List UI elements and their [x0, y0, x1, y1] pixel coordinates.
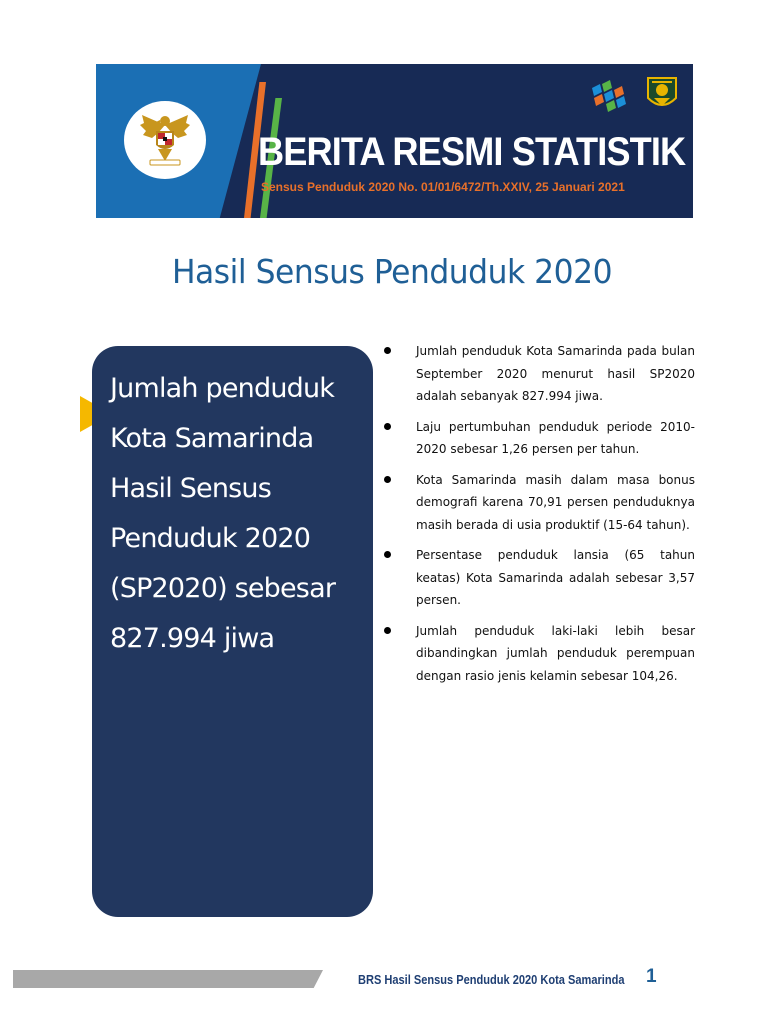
list-item-text: Jumlah penduduk laki-laki lebih besar dibandingkan jumlah penduduk perempuan dengan rasio jenis kelamin sebesar 104,26.	[416, 623, 695, 683]
list-item	[380, 620, 695, 688]
bullet-icon	[384, 627, 391, 634]
header-banner	[96, 64, 693, 218]
highlight-box	[92, 346, 373, 917]
list-item	[380, 544, 695, 612]
list-item	[380, 416, 695, 461]
footer-bar	[13, 970, 323, 988]
list-item	[380, 469, 695, 537]
regional-emblem-icon	[646, 76, 678, 116]
banner-title: BERITA RESMI STATISTIK	[258, 130, 686, 174]
banner-subtitle: Sensus Penduduk 2020 No. 01/01/6472/Th.XXIV, 25 Januari 2021	[261, 180, 625, 194]
list-item-text: Persentase penduduk lansia (65 tahun keatas) Kota Samarinda adalah sebesar 3,57 persen.	[416, 548, 695, 607]
footer-text: BRS Hasil Sensus Penduduk 2020 Kota Samarinda	[358, 972, 625, 987]
bullet-icon	[384, 347, 391, 354]
page-number: 1	[646, 966, 657, 987]
highlight-text: Jumlah penduduk Kota Samarinda Hasil Sensus Penduduk 2020 (SP2020) sebesar 827.994 jiwa	[110, 373, 336, 654]
bps-logo-icon	[586, 78, 632, 116]
list-item-text: Jumlah penduduk Kota Samarinda pada bulan September 2020 menurut hasil SP2020 adalah sebanyak 827.994 jiwa.	[416, 344, 695, 403]
garuda-emblem-icon	[124, 101, 206, 179]
key-findings-list	[380, 340, 695, 695]
bullet-icon	[384, 476, 391, 483]
list-item-text: Kota Samarinda masih dalam masa bonus demografi karena 70,91 persen penduduknya masih berada di usia produktif (15-64 tahun).	[416, 472, 695, 532]
bullet-icon	[384, 551, 391, 558]
list-item-text: Laju pertumbuhan penduduk periode 2010-2020 sebesar 1,26 persen per tahun.	[416, 419, 695, 456]
bullet-icon	[384, 423, 391, 430]
list-item	[380, 340, 695, 408]
page-title: Hasil Sensus Penduduk 2020	[171, 252, 613, 291]
